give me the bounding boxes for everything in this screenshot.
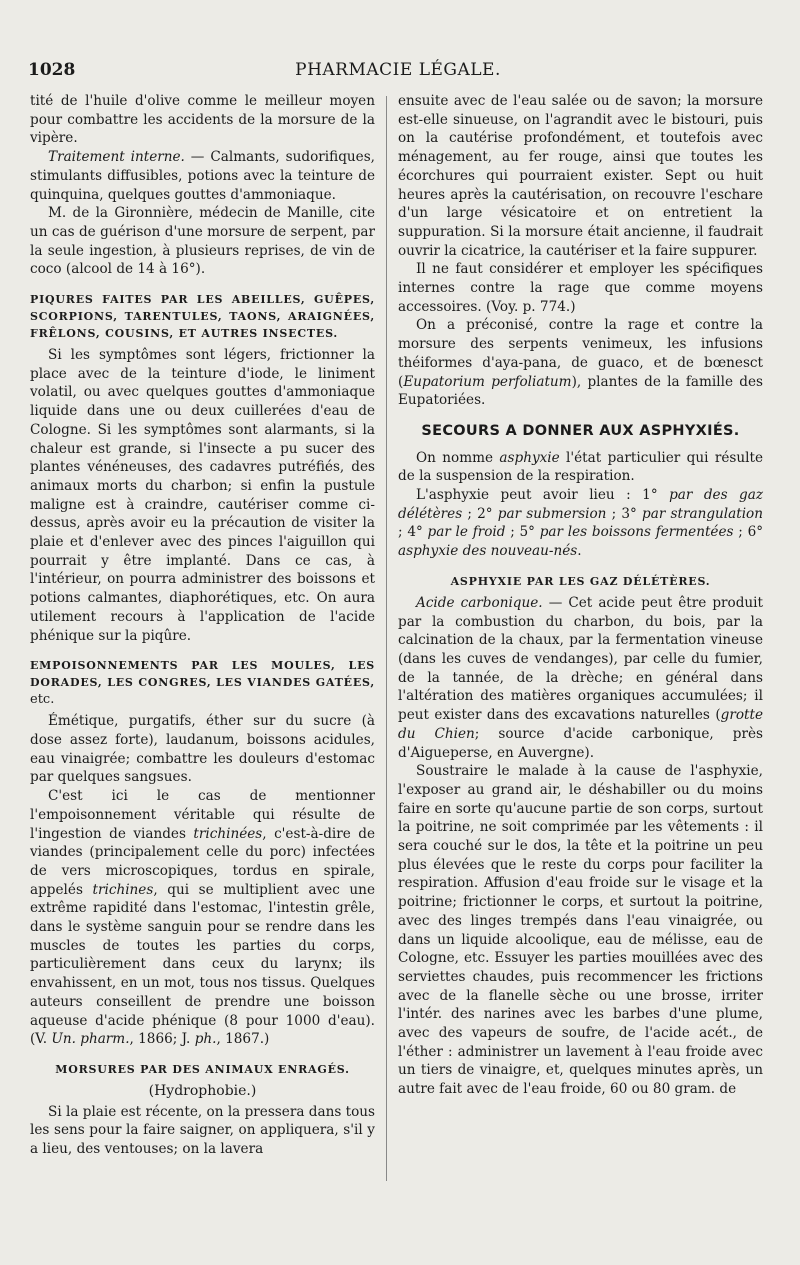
paragraph xyxy=(30,787,375,1049)
text-run: — Cet acide peut être produit par la combustion du charbon, du bois, par la calcination de la chaux, par la fermentation vineuse (dans les cuves de vendanges), par celle du fumier, de la tannée, de la drèche; en général dans l'altération des matières organiques accumulées; il peut exister dans des excavations naturelles ( xyxy=(398,594,763,724)
paragraph: Il ne faut considérer et employer les spécifiques internes contre la rage que comme moyens accessoires. (Voy. p. 774.) xyxy=(398,261,763,315)
italic-term: par submersion xyxy=(497,505,607,522)
right-column xyxy=(398,92,763,1099)
running-title: PHARMACIE LÉGALE. xyxy=(295,60,501,80)
italic-citation: ph. xyxy=(194,1031,217,1048)
left-column xyxy=(30,92,375,1159)
major-heading: SECOURS A DONNER AUX ASPHYXIÉS. xyxy=(421,422,740,439)
italic-term: trichinées xyxy=(193,825,263,842)
text-run: On a préconisé, contre la rage et contre la morsure des serpents venimeux, les infusions théiformes d'aya-pana, de guaco, et de bœnesct ( xyxy=(398,317,763,390)
paragraph: tité de l'huile d'olive comme le meilleur moyen pour combattre les accidents de la morsure de la vipère. xyxy=(30,93,375,147)
italic-term: asphyxie xyxy=(499,449,560,466)
section-heading: MORSURES PAR DES ANIMAUX ENRAGÉS. xyxy=(55,1062,350,1076)
text-run: , qui se multiplient avec une extrême rapidité dans l'estomac, l'intestin grêle, dans le système sanguin pour se rendre dans les muscles de toutes les parties du corps, particulièrement dans ceux du larynx; ils envahissent, en un mot, tous nos tissus. Quelques auteurs conseillent de prendre une boisson aqueuse d'acide phénique (8 pour 1000 d'eau). (V. xyxy=(30,881,375,1048)
column-divider xyxy=(386,96,387,1181)
italic-term: par les boissons fermentées xyxy=(539,524,734,541)
text-run: ; 3° xyxy=(606,505,643,522)
paragraph: Émétique, purgatifs, éther sur du sucre (à dose assez forte), laudanum, boissons acidules, eau vinaigrée; combattre les douleurs d'estomac par quelques sangsues. xyxy=(30,713,375,786)
text-run: On nomme xyxy=(416,449,500,466)
paragraph: Si la plaie est récente, on la pressera dans tous les sens pour la faire saigner, on appliquera, s'il y a lieu, des ventouses; on la lavera xyxy=(30,1103,375,1158)
text-run: ; 4° xyxy=(398,524,428,541)
text-run: ; source d'acide carbonique, près d'Aigueperse, en Auvergne). xyxy=(398,725,763,761)
paragraph: Si les symptômes sont légers, frictionner la place avec de la teinture d'iode, le liniment volatil, ou avec quelques gouttes d'ammoniaque liquide dans une ou deux cuillerées d'eau de Cologne. Si les symptômes sont alarmants, si la chaleur est grande, si l'insecte a pu sucer des plantes vénéneuses, des cadavres putréfiés, des animaux morts du charbon; si enfin la pustule maligne est à craindre, cautériser comme ci-dessus, après avoir eu la précaution de visiter la plaie et d'enlever avec des pinces l'aiguillon qui pourrait y être implanté. Dans ce cas, à l'intérieur, on pourra administrer des boissons et potions calmantes, diaphorétiques, etc. On aura utilement recours à l'application de l'acide phénique sur la piqûre. xyxy=(30,347,375,644)
page-number: 1028 xyxy=(28,60,76,80)
text-run: , 1866; J. xyxy=(129,1031,195,1048)
section-subheading: (Hydrophobie.) xyxy=(148,1082,257,1099)
section-heading xyxy=(30,657,375,708)
italic-term: Eupatorium perfoliatum xyxy=(403,373,572,390)
text-run: , c'est-à-dire de viandes (principalement celle du porc) infectées de vers microscopiques, tordus en spirale, appelés xyxy=(30,825,375,898)
text-run: ; 2° xyxy=(462,505,498,522)
paragraph: M. de la Gironnière, médecin de Manille, cite un cas de guérison d'une morsure de serpent, par la seule ingestion, à plusieurs reprises, de vin de coco (alcool de 14 à 16°). xyxy=(30,205,375,278)
section-heading: PIQURES FAITES PAR LES ABEILLES, GUÊPES, SCORPIONS, TARENTULES, TAONS, ARAIGNÉES, FRÊLONS, COUSINS, ET AUTRES INSECTES. xyxy=(30,293,375,341)
paragraph: ensuite avec de l'eau salée ou de savon; la morsure est-elle sinueuse, on l'agrandit avec le bistouri, puis on la cautérise profondément, et toutefois avec ménagement, au fer rouge, ainsi que toutes les écorchures qui pourraient exister. Sept ou huit heures après la cautérisation, on recouvre l'eschare d'un large vésicatoire et on entretient la suppuration. Si la morsure était ancienne, il faudrait ouvrir la cicatrice, la cautériser et la faire suppurer. xyxy=(398,93,763,259)
text-run: . xyxy=(577,543,582,560)
text-run: , 1867.) xyxy=(216,1031,270,1048)
italic-label: Acide carbonique. xyxy=(416,594,543,611)
paragraph xyxy=(398,316,763,410)
paragraph xyxy=(398,486,763,561)
text-run: ; 5° xyxy=(505,524,540,541)
paragraph xyxy=(398,594,763,762)
text-run: ; 6° xyxy=(733,524,764,541)
paragraph xyxy=(30,148,375,204)
italic-term: par strangulation xyxy=(642,505,763,522)
paragraph: Soustraire le malade à la cause de l'asphyxie, l'exposer au grand air, le déshabiller ou du moins faire en sorte qu'aucune partie de son corps, surtout la poitrine, ne soit comprimée par les vêtements : il sera couché sur le dos, la tête et la poitrine un peu plus élevées que le reste du corps pour faciliter la respiration. Affusion d'eau froide sur le visage et la poitrine; frictionner le corps, et surtout la poitrine, avec des linges trempés dans l'eau vinaigrée, ou dans un liquide alcoolique, eau de mélisse, eau de Cologne, etc. Essuyer les parties mouillées avec des serviettes chaudes, puis recommencer les frictions avec de la flanelle sèche ou une brosse, irriter l'intér. des narines avec les barbes d'une plume, avec des vapeurs de soufre, de l'acide acét., de l'éther : administrer un lavement à l'eau froide avec un tiers de vinaigre, et, quelques minutes après, un autre fait avec de l'eau froide, 60 ou 80 gram. de xyxy=(398,763,763,1098)
italic-term: asphyxie des nouveau-nés xyxy=(398,543,578,560)
text-run: ), plantes de la famille des Eupatoriées. xyxy=(398,373,763,409)
paragraph-text: — Calmants, sudorifiques, stimulants diffusibles, potions avec la teinture de quinquina, quelques gouttes d'ammoniaque. xyxy=(30,149,375,203)
section-heading-tail: etc. xyxy=(30,692,55,708)
page-header xyxy=(28,60,768,84)
italic-term: par des gaz délétères xyxy=(398,487,764,522)
italic-label: Traitement interne. xyxy=(48,149,185,166)
section-heading-text: EMPOISONNEMENTS PAR LES MOULES, LES DORADES, LES CONGRES, LES VIANDES GATÉES, xyxy=(30,659,375,690)
italic-term: par le froid xyxy=(427,524,506,541)
italic-citation: Un. pharm. xyxy=(51,1031,130,1048)
text-run: l'état particulier qui résulte de la suspension de la respiration. xyxy=(398,449,763,485)
italic-term: grotte du Chien xyxy=(398,707,763,742)
text-run: L'asphyxie peut avoir lieu : 1° xyxy=(416,487,670,504)
section-heading: ASPHYXIE PAR LES GAZ DÉLÉTÈRES. xyxy=(450,574,711,588)
text-run: C'est ici le cas de mentionner l'empoisonnement véritable qui résulte de l'ingestion de viandes xyxy=(30,788,375,842)
paragraph xyxy=(398,449,763,486)
italic-term: trichines xyxy=(92,881,154,898)
